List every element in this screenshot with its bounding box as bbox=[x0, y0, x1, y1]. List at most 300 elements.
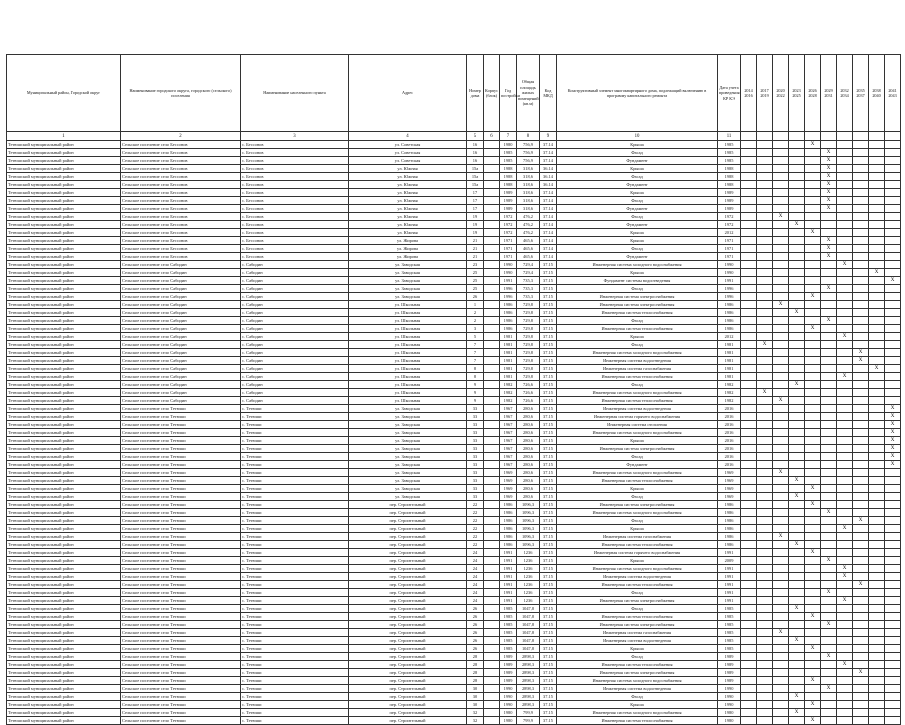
period-cell bbox=[805, 189, 821, 197]
cell-locality: с. Сабидин bbox=[241, 277, 349, 285]
cell-code: 37.15 bbox=[540, 685, 557, 693]
planned-period-mark: X bbox=[805, 325, 821, 333]
cell-date: 1981 bbox=[718, 373, 741, 381]
period-cell bbox=[869, 525, 885, 533]
cell-building bbox=[484, 533, 500, 541]
period-cell bbox=[789, 437, 805, 445]
cell-code: 37.14 bbox=[540, 245, 557, 253]
period-cell bbox=[821, 573, 837, 581]
period-cell bbox=[885, 581, 901, 589]
cell-building bbox=[484, 253, 500, 261]
period-cell bbox=[885, 173, 901, 181]
cell-work: Инженерная система холодного водоснабжения bbox=[557, 565, 718, 573]
period-cell bbox=[805, 197, 821, 205]
cell-year: 1967 bbox=[500, 413, 517, 421]
period-cell bbox=[805, 261, 821, 269]
cell-house: 19 bbox=[467, 221, 484, 229]
cell-locality: с. Тетюши bbox=[241, 549, 349, 557]
cell-municipality: Тетюшский муниципальный район bbox=[7, 453, 121, 461]
period-cell bbox=[741, 221, 757, 229]
period-cell bbox=[773, 325, 789, 333]
period-cell bbox=[773, 261, 789, 269]
cell-work: Фасад bbox=[557, 589, 718, 597]
period-cell bbox=[885, 685, 901, 693]
period-cell bbox=[773, 165, 789, 173]
cell-address: ул. Заводская bbox=[349, 429, 467, 437]
cell-locality: с. Сабидин bbox=[241, 349, 349, 357]
period-cell bbox=[885, 397, 901, 405]
cell-area: 729,8 bbox=[517, 325, 540, 333]
cell-building bbox=[484, 637, 500, 645]
cell-locality: с. Тетюши bbox=[241, 693, 349, 701]
period-cell bbox=[853, 701, 869, 709]
cell-work: Крыша bbox=[557, 333, 718, 341]
planned-period-mark: X bbox=[789, 309, 805, 317]
period-cell bbox=[805, 429, 821, 437]
cell-work: Инженерная система водоотведения bbox=[557, 405, 718, 413]
cell-settlement: Сельское поселение село Тетюши bbox=[121, 445, 241, 453]
planned-period-mark: X bbox=[853, 669, 869, 677]
cell-address: ул. Жирова bbox=[349, 245, 467, 253]
cell-building bbox=[484, 613, 500, 621]
period-cell bbox=[853, 429, 869, 437]
period-cell bbox=[757, 693, 773, 701]
cell-area: 2898,3 bbox=[517, 653, 540, 661]
cell-work: Инженерная система газоснабжения bbox=[557, 533, 718, 541]
cell-building bbox=[484, 485, 500, 493]
repair-schedule-table bbox=[6, 54, 901, 725]
planned-period-mark: X bbox=[805, 485, 821, 493]
period-cell bbox=[789, 565, 805, 573]
cell-address: пер. Строительный bbox=[349, 669, 467, 677]
period-cell bbox=[853, 685, 869, 693]
planned-period-mark: X bbox=[821, 165, 837, 173]
cell-building bbox=[484, 589, 500, 597]
period-cell bbox=[853, 197, 869, 205]
cell-address: ул. Школьная bbox=[349, 301, 467, 309]
cell-date: 1986 bbox=[718, 517, 741, 525]
period-cell bbox=[805, 221, 821, 229]
cell-address: ул. Советская bbox=[349, 157, 467, 165]
period-cell bbox=[821, 389, 837, 397]
period-cell bbox=[869, 205, 885, 213]
planned-period-mark: X bbox=[837, 565, 853, 573]
cell-area: 726,6 bbox=[517, 397, 540, 405]
table-row bbox=[7, 469, 901, 477]
cell-municipality: Тетюшский муниципальный район bbox=[7, 629, 121, 637]
cell-settlement: Сельское поселение село Тетюши bbox=[121, 645, 241, 653]
cell-code: 37.15 bbox=[540, 637, 557, 645]
cell-work: Инженерная система газоснабжения bbox=[557, 629, 718, 637]
cell-work: Инженерная система водоотведения bbox=[557, 637, 718, 645]
cell-locality: с. Бессонов bbox=[241, 245, 349, 253]
period-cell bbox=[837, 509, 853, 517]
period-cell bbox=[805, 605, 821, 613]
period-cell bbox=[837, 469, 853, 477]
cell-locality: с. Тетюши bbox=[241, 485, 349, 493]
period-cell bbox=[773, 669, 789, 677]
cell-year: 1972 bbox=[500, 229, 517, 237]
planned-period-mark: X bbox=[821, 189, 837, 197]
cell-building bbox=[484, 549, 500, 557]
cell-work: Инженерная система холодного водоснабжения bbox=[557, 709, 718, 717]
cell-municipality: Тетюшский муниципальный район bbox=[7, 525, 121, 533]
cell-municipality: Тетюшский муниципальный район bbox=[7, 245, 121, 253]
period-cell bbox=[741, 189, 757, 197]
period-cell bbox=[853, 341, 869, 349]
period-cell bbox=[757, 645, 773, 653]
period-cell bbox=[741, 357, 757, 365]
cell-year: 1985 bbox=[500, 149, 517, 157]
cell-municipality: Тетюшский муниципальный район bbox=[7, 461, 121, 469]
period-cell bbox=[805, 357, 821, 365]
cell-settlement: Сельское поселение село Сабидин bbox=[121, 269, 241, 277]
header-year-period: 2038 2040 bbox=[869, 55, 885, 132]
cell-house: 33 bbox=[467, 429, 484, 437]
table-row bbox=[7, 181, 901, 189]
period-cell bbox=[741, 205, 757, 213]
period-cell bbox=[789, 469, 805, 477]
period-cell bbox=[805, 461, 821, 469]
cell-address: ул. Заводская bbox=[349, 493, 467, 501]
period-cell bbox=[757, 261, 773, 269]
cell-date: 1981 bbox=[718, 341, 741, 349]
cell-area: 465,6 bbox=[517, 245, 540, 253]
planned-period-mark: X bbox=[789, 221, 805, 229]
cell-date: 1991 bbox=[718, 581, 741, 589]
table-row bbox=[7, 309, 901, 317]
cell-year: 1981 bbox=[500, 333, 517, 341]
cell-year: 1985 bbox=[500, 629, 517, 637]
period-cell bbox=[805, 653, 821, 661]
period-cell bbox=[869, 173, 885, 181]
period-cell bbox=[773, 717, 789, 725]
period-cell bbox=[757, 661, 773, 669]
table-row bbox=[7, 613, 901, 621]
period-cell bbox=[853, 573, 869, 581]
table-row bbox=[7, 357, 901, 365]
table-row bbox=[7, 333, 901, 341]
period-cell bbox=[821, 381, 837, 389]
period-cell bbox=[741, 165, 757, 173]
cell-address: ул. Заводская bbox=[349, 445, 467, 453]
cell-date: 1990 bbox=[718, 269, 741, 277]
cell-code: 37.15 bbox=[540, 461, 557, 469]
cell-building bbox=[484, 157, 500, 165]
cell-municipality: Тетюшский муниципальный район bbox=[7, 413, 121, 421]
cell-house: 26 bbox=[467, 621, 484, 629]
cell-house: 7 bbox=[467, 349, 484, 357]
cell-code: 37.15 bbox=[540, 717, 557, 725]
cell-house: 16 bbox=[467, 157, 484, 165]
period-cell bbox=[741, 445, 757, 453]
cell-building bbox=[484, 509, 500, 517]
cell-building bbox=[484, 429, 500, 437]
period-cell bbox=[805, 397, 821, 405]
table-row bbox=[7, 405, 901, 413]
cell-address: ул. Заводская bbox=[349, 413, 467, 421]
cell-year: 1972 bbox=[500, 213, 517, 221]
cell-locality: с. Тетюши bbox=[241, 653, 349, 661]
period-cell bbox=[869, 557, 885, 565]
period-cell bbox=[869, 621, 885, 629]
period-cell bbox=[789, 701, 805, 709]
cell-work: Фундамент системы водоотведения bbox=[557, 277, 718, 285]
period-cell bbox=[789, 205, 805, 213]
cell-address: пер. Строительный bbox=[349, 621, 467, 629]
cell-municipality: Тетюшский муниципальный район bbox=[7, 421, 121, 429]
period-cell bbox=[869, 149, 885, 157]
cell-locality: с. Тетюши bbox=[241, 685, 349, 693]
cell-settlement: Сельское поселение село Тетюши bbox=[121, 509, 241, 517]
cell-locality: с. Тетюши bbox=[241, 437, 349, 445]
period-cell bbox=[789, 373, 805, 381]
period-cell bbox=[885, 485, 901, 493]
period-cell bbox=[805, 477, 821, 485]
planned-period-mark: X bbox=[805, 501, 821, 509]
cell-house: 15а bbox=[467, 173, 484, 181]
cell-locality: с. Тетюши bbox=[241, 493, 349, 501]
period-cell bbox=[885, 669, 901, 677]
cell-municipality: Тетюшский муниципальный район bbox=[7, 301, 121, 309]
period-cell bbox=[853, 469, 869, 477]
period-cell bbox=[757, 709, 773, 717]
cell-building bbox=[484, 653, 500, 661]
cell-settlement: Сельское поселение село Тетюши bbox=[121, 469, 241, 477]
period-cell bbox=[773, 613, 789, 621]
period-cell bbox=[853, 541, 869, 549]
period-cell bbox=[869, 261, 885, 269]
period-cell bbox=[837, 301, 853, 309]
cell-settlement: Сельское поселение село Тетюши bbox=[121, 453, 241, 461]
period-cell bbox=[837, 445, 853, 453]
cell-work: Инженерная система горячего водоснабжения bbox=[557, 549, 718, 557]
cell-area: 1236 bbox=[517, 589, 540, 597]
cell-year: 1967 bbox=[500, 453, 517, 461]
period-cell bbox=[789, 181, 805, 189]
period-cell bbox=[741, 669, 757, 677]
period-cell bbox=[869, 381, 885, 389]
cell-date: 1991 bbox=[718, 549, 741, 557]
cell-year: 1991 bbox=[500, 277, 517, 285]
cell-settlement: Сельское поселение село Бессонов bbox=[121, 141, 241, 149]
cell-settlement: Сельское поселение село Сабидин bbox=[121, 293, 241, 301]
table-row bbox=[7, 597, 901, 605]
period-cell bbox=[885, 717, 901, 725]
period-cell bbox=[757, 485, 773, 493]
period-cell bbox=[853, 149, 869, 157]
cell-settlement: Сельское поселение село Сабидин bbox=[121, 381, 241, 389]
period-cell bbox=[837, 157, 853, 165]
cell-municipality: Тетюшский муниципальный район bbox=[7, 605, 121, 613]
period-cell bbox=[821, 429, 837, 437]
period-cell bbox=[837, 685, 853, 693]
period-cell bbox=[805, 413, 821, 421]
cell-area: 1236 bbox=[517, 573, 540, 581]
period-cell bbox=[741, 405, 757, 413]
table-row bbox=[7, 365, 901, 373]
cell-code: 37.15 bbox=[540, 693, 557, 701]
cell-building bbox=[484, 661, 500, 669]
cell-code: 37.15 bbox=[540, 709, 557, 717]
cell-area: 2898,3 bbox=[517, 685, 540, 693]
cell-address: ул. Жирова bbox=[349, 253, 467, 261]
period-cell bbox=[757, 429, 773, 437]
cell-area: 729,8 bbox=[517, 365, 540, 373]
cell-house: 33 bbox=[467, 413, 484, 421]
period-cell bbox=[789, 613, 805, 621]
cell-building bbox=[484, 597, 500, 605]
period-cell bbox=[741, 437, 757, 445]
cell-year: 1971 bbox=[500, 245, 517, 253]
table-row bbox=[7, 693, 901, 701]
cell-building bbox=[484, 149, 500, 157]
cell-municipality: Тетюшский муниципальный район bbox=[7, 173, 121, 181]
cell-municipality: Тетюшский муниципальный район bbox=[7, 405, 121, 413]
period-cell bbox=[773, 277, 789, 285]
planned-period-mark: X bbox=[757, 341, 773, 349]
period-cell bbox=[869, 517, 885, 525]
cell-work: Инженерная система теплоснабжения bbox=[557, 613, 718, 621]
cell-building bbox=[484, 141, 500, 149]
period-cell bbox=[757, 189, 773, 197]
period-cell bbox=[821, 485, 837, 493]
cell-year: 1989 bbox=[500, 661, 517, 669]
cell-date: 1985 bbox=[718, 637, 741, 645]
period-cell bbox=[837, 349, 853, 357]
cell-date: 1985 bbox=[718, 157, 741, 165]
cell-work: Фасад bbox=[557, 693, 718, 701]
period-cell bbox=[773, 205, 789, 213]
cell-code: 37.15 bbox=[540, 437, 557, 445]
cell-work: Инженерная система электроснабжения bbox=[557, 445, 718, 453]
cell-year: 1971 bbox=[500, 237, 517, 245]
period-cell bbox=[869, 637, 885, 645]
period-cell bbox=[741, 717, 757, 725]
cell-locality: с. Тетюши bbox=[241, 405, 349, 413]
planned-period-mark: X bbox=[885, 429, 901, 437]
cell-year: 1990 bbox=[500, 701, 517, 709]
cell-house: 33 bbox=[467, 477, 484, 485]
period-cell bbox=[805, 373, 821, 381]
planned-period-mark: X bbox=[805, 229, 821, 237]
cell-code: 37.15 bbox=[540, 445, 557, 453]
cell-year: 1969 bbox=[500, 493, 517, 501]
period-cell bbox=[789, 557, 805, 565]
period-cell bbox=[853, 237, 869, 245]
period-cell bbox=[773, 173, 789, 181]
period-cell bbox=[757, 405, 773, 413]
period-cell bbox=[789, 301, 805, 309]
period-cell bbox=[885, 157, 901, 165]
period-cell bbox=[789, 165, 805, 173]
cell-address: ул. Школьная bbox=[349, 357, 467, 365]
cell-address: ул. Заводская bbox=[349, 485, 467, 493]
cell-work: Инженерная система водоотведения bbox=[557, 573, 718, 581]
cell-area: 318,6 bbox=[517, 165, 540, 173]
period-cell bbox=[773, 597, 789, 605]
period-cell bbox=[789, 629, 805, 637]
period-cell bbox=[821, 373, 837, 381]
cell-code: 37.15 bbox=[540, 469, 557, 477]
cell-building bbox=[484, 261, 500, 269]
cell-house: 33 bbox=[467, 485, 484, 493]
table-row bbox=[7, 669, 901, 677]
period-cell bbox=[853, 365, 869, 373]
period-cell bbox=[821, 629, 837, 637]
period-cell bbox=[741, 429, 757, 437]
cell-building bbox=[484, 333, 500, 341]
period-cell bbox=[773, 461, 789, 469]
cell-date: 1991 bbox=[718, 277, 741, 285]
cell-year: 1980 bbox=[500, 717, 517, 725]
planned-period-mark: X bbox=[821, 173, 837, 181]
cell-date: 2016 bbox=[718, 437, 741, 445]
period-cell bbox=[885, 221, 901, 229]
cell-settlement: Сельское поселение село Сабидин bbox=[121, 261, 241, 269]
period-cell bbox=[805, 661, 821, 669]
period-cell bbox=[773, 445, 789, 453]
period-cell bbox=[741, 269, 757, 277]
period-cell bbox=[757, 589, 773, 597]
cell-work: Фасад bbox=[557, 517, 718, 525]
cell-address: ул. Школьная bbox=[349, 325, 467, 333]
cell-settlement: Сельское поселение село Тетюши bbox=[121, 709, 241, 717]
cell-work: Крыша bbox=[557, 437, 718, 445]
cell-municipality: Тетюшский муниципальный район bbox=[7, 645, 121, 653]
cell-house: 24 bbox=[467, 557, 484, 565]
cell-date: 1969 bbox=[718, 485, 741, 493]
cell-year: 1991 bbox=[500, 573, 517, 581]
cell-municipality: Тетюшский муниципальный район bbox=[7, 717, 121, 725]
cell-locality: с. Тетюши bbox=[241, 445, 349, 453]
period-cell bbox=[789, 621, 805, 629]
period-cell bbox=[805, 557, 821, 565]
period-cell bbox=[821, 677, 837, 685]
period-cell bbox=[789, 653, 805, 661]
period-cell bbox=[741, 421, 757, 429]
cell-house: 9 bbox=[467, 389, 484, 397]
period-cell bbox=[805, 237, 821, 245]
period-cell bbox=[741, 589, 757, 597]
period-cell bbox=[885, 573, 901, 581]
table-row bbox=[7, 229, 901, 237]
cell-work: Фасад bbox=[557, 381, 718, 389]
cell-settlement: Сельское поселение село Тетюши bbox=[121, 597, 241, 605]
period-cell bbox=[757, 653, 773, 661]
cell-area: 280,6 bbox=[517, 445, 540, 453]
cell-area: 1096,3 bbox=[517, 509, 540, 517]
table-row bbox=[7, 637, 901, 645]
planned-period-mark: X bbox=[821, 653, 837, 661]
period-cell bbox=[885, 501, 901, 509]
period-cell bbox=[741, 645, 757, 653]
cell-code: 37.15 bbox=[540, 653, 557, 661]
table-row bbox=[7, 325, 901, 333]
period-cell bbox=[805, 181, 821, 189]
cell-date: 2016 bbox=[718, 461, 741, 469]
period-cell bbox=[885, 525, 901, 533]
planned-period-mark: X bbox=[757, 389, 773, 397]
cell-house: 22 bbox=[467, 541, 484, 549]
cell-area: 729,4 bbox=[517, 261, 540, 269]
cell-date: 2012 bbox=[718, 229, 741, 237]
table-row bbox=[7, 341, 901, 349]
period-cell bbox=[805, 341, 821, 349]
cell-settlement: Сельское поселение село Сабидин bbox=[121, 309, 241, 317]
period-cell bbox=[757, 285, 773, 293]
period-cell bbox=[757, 533, 773, 541]
